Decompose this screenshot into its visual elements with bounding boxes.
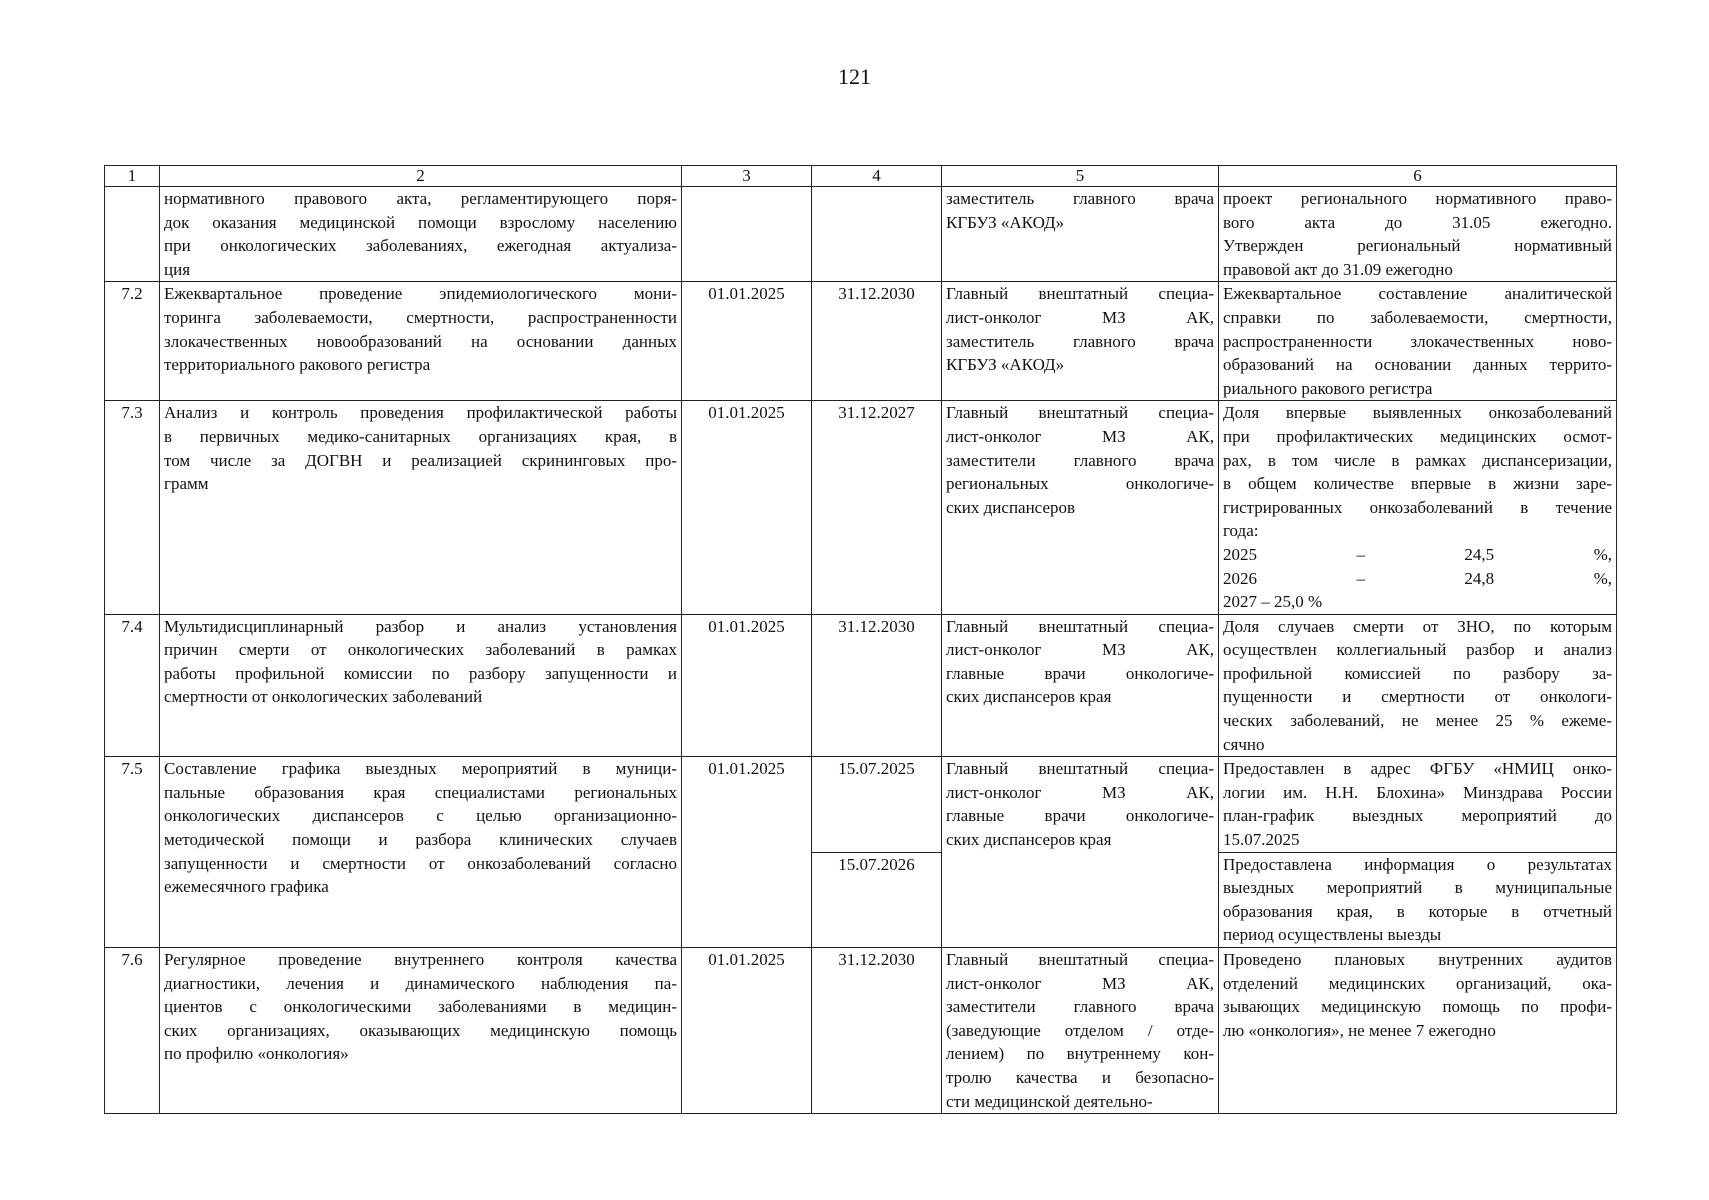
result-cell [1219, 852, 1617, 947]
result-cell [1219, 614, 1617, 757]
text-line: период осуществлены выезды [1223, 925, 1442, 945]
table-row-continuation [105, 187, 1617, 282]
text-line: при профилактических медицинских осмот- [1223, 426, 1612, 446]
text-line: 15.07.2025 [1223, 830, 1300, 850]
col-header-2: 2 [160, 166, 682, 187]
text-line: ских диспансеров края [946, 687, 1112, 707]
text-line: пальные образования края специалистами региональных [164, 782, 677, 802]
text-line: Доля случаев смерти от ЗНО, по которым [1223, 616, 1612, 636]
text-line: лист-онколог МЗ АК, [946, 426, 1214, 446]
text-line: образования края, в которые в отчетный [1223, 901, 1612, 921]
row-number-cell: 7.6 [105, 948, 160, 1114]
start-date-cell: 01.01.2025 [682, 401, 812, 614]
measures-table [104, 165, 1617, 1114]
text-line: ежемесячного графика [164, 877, 329, 897]
text-line: лист-онколог МЗ АК, [946, 307, 1214, 327]
text-line: нормативного правового акта, регламентирующего поря- [164, 189, 677, 208]
result-cell [1219, 401, 1617, 614]
text-line: грамм [164, 474, 209, 494]
text-line: вого акта до 31.05 ежегодно. [1223, 212, 1612, 232]
text-line: выездных мероприятий в муниципальные [1223, 878, 1612, 898]
text-line: заместители главного врача [946, 997, 1214, 1017]
text-line: ческих заболеваний, не менее 25 % ежеме- [1223, 711, 1612, 731]
text-line: торинга заболеваемости, смертности, распространенности [164, 307, 677, 327]
text-line: циентов с онкологическими заболеваниями в медицин- [164, 997, 677, 1017]
text-line: в общем количестве впервые в жизни заре- [1223, 474, 1612, 494]
executor-cell [942, 757, 1219, 948]
executor-cell [942, 614, 1219, 757]
row-number-cell [105, 187, 160, 282]
text-line: лист-онколог МЗ АК, [946, 782, 1214, 802]
text-line: Главный внештатный специа- [946, 284, 1214, 304]
text-line: диагностики, лечения и динамического наблюдения па- [164, 973, 677, 993]
table-row-7-6 [105, 948, 1617, 1114]
col-header-1: 1 [105, 166, 160, 187]
text-line: ских организациях, оказывающих медицинскую помощь [164, 1020, 677, 1040]
measure-cell [160, 757, 682, 948]
row-number-cell: 7.3 [105, 401, 160, 614]
end-date-cell: 31.12.2027 [812, 401, 942, 614]
executor-cell [942, 187, 1219, 282]
text-line: Главный внештатный специа- [946, 950, 1214, 969]
measure-cell [160, 614, 682, 757]
text-line: профильной комиссией по разбору за- [1223, 663, 1612, 683]
table-row-7-3 [105, 401, 1617, 614]
text-line: зывающих медицинскую помощь по профи- [1223, 997, 1612, 1017]
row-number-cell: 7.2 [105, 282, 160, 401]
text-line: тролю качества и безопасно- [946, 1067, 1214, 1087]
start-date-cell: 01.01.2025 [682, 614, 812, 757]
row-number-cell: 7.5 [105, 757, 160, 948]
text-line: региональных онкологиче- [946, 474, 1214, 494]
text-line: причин смерти от онкологических заболеваний в рамках [164, 640, 677, 660]
text-line: запущенности и смертности от онкозаболеваний согласно [164, 853, 677, 873]
text-line: Регулярное проведение внутреннего контроля качества [164, 950, 677, 969]
text-line: ских диспансеров края [946, 830, 1112, 850]
row-number-cell: 7.4 [105, 614, 160, 757]
text-line: Главный внештатный специа- [946, 403, 1214, 423]
executor-cell [942, 948, 1219, 1114]
result-cell [1219, 187, 1617, 282]
text-line: риального ракового регистра [1223, 378, 1433, 398]
result-cell [1219, 948, 1617, 1114]
text-line: проект регионального нормативного право- [1223, 189, 1612, 208]
start-date-cell [682, 187, 812, 282]
table-row-7-5 [105, 757, 1617, 852]
text-line: ция [164, 259, 191, 279]
measure-cell [160, 187, 682, 282]
col-header-5: 5 [942, 166, 1219, 187]
text-line: пущенности и смертности от онкологи- [1223, 687, 1612, 707]
end-date-cell: 31.12.2030 [812, 948, 942, 1114]
text-line: лист-онколог МЗ АК, [946, 973, 1214, 993]
text-line: смертности от онкологических заболеваний [164, 687, 483, 707]
text-line: образований на основании данных террито- [1223, 355, 1612, 375]
text-line: главные врачи онкологиче- [946, 806, 1214, 826]
table-row-7-2 [105, 282, 1617, 401]
header-row [105, 166, 1617, 187]
text-line: заместители главного врача [946, 450, 1214, 470]
page-number: 121 [838, 64, 871, 89]
text-line: по профилю «онкология» [164, 1044, 349, 1064]
start-date-cell: 01.01.2025 [682, 948, 812, 1114]
text-line: работы профильной комиссии по разбору запущенности и [164, 663, 677, 683]
result-cell [1219, 282, 1617, 401]
text-line: план-график выездных мероприятий до [1223, 806, 1612, 826]
text-line: лист-онколог МЗ АК, [946, 640, 1214, 660]
text-line: главные врачи онкологиче- [946, 663, 1214, 683]
text-line: отделений медицинских организаций, ока- [1223, 973, 1612, 993]
end-date-cell [812, 187, 942, 282]
col-header-6: 6 [1219, 166, 1617, 187]
col-header-3: 3 [682, 166, 812, 187]
text-line: года: [1223, 521, 1259, 541]
start-date-cell: 01.01.2025 [682, 282, 812, 401]
text-line: методической помощи и разбора клинических случаев [164, 830, 677, 850]
text-line: сти медицинской деятельно- [946, 1091, 1153, 1111]
text-line: 2027 – 25,0 % [1223, 592, 1323, 612]
text-line: Доля впервые выявленных онкозаболеваний [1223, 403, 1612, 423]
measure-cell [160, 401, 682, 614]
text-line: док оказания медицинской помощи взрослому населению [164, 212, 677, 232]
text-line: Утвержден региональный нормативный [1223, 236, 1612, 256]
text-line: Ежеквартальное составление аналитической [1223, 284, 1612, 304]
text-line: Главный внештатный специа- [946, 759, 1214, 779]
measure-cell [160, 948, 682, 1114]
text-line: Проведено плановых внутренних аудитов [1223, 950, 1612, 969]
text-line: Мультидисциплинарный разбор и анализ установления [164, 616, 677, 636]
text-line: справки по заболеваемости, смертности, [1223, 307, 1612, 327]
text-line: лением) по внутреннему кон- [946, 1044, 1214, 1064]
text-line: распространенности злокачественных ново- [1223, 331, 1612, 351]
text-line: при онкологических заболеваниях, ежегодная актуализа- [164, 236, 677, 256]
text-line: Анализ и контроль проведения профилактической работы [164, 403, 677, 423]
text-line: 2026 – 24,8 %, [1223, 568, 1612, 588]
text-line: Ежеквартальное проведение эпидемиологического мони- [164, 284, 677, 304]
text-line: сячно [1223, 734, 1265, 754]
end-date-cell: 31.12.2030 [812, 614, 942, 757]
text-line: Главный внештатный специа- [946, 616, 1214, 636]
text-line: онкологических диспансеров с целью организационно- [164, 806, 677, 826]
executor-cell [942, 282, 1219, 401]
text-line: том числе за ДОГВН и реализацией скрининговых про- [164, 450, 677, 470]
text-line: Предоставлен в адрес ФГБУ «НМИЦ онко- [1223, 759, 1612, 779]
text-line: ских диспансеров [946, 497, 1076, 517]
text-line: правовой акт до 31.09 ежегодно [1223, 259, 1453, 279]
table-row-7-4 [105, 614, 1617, 757]
text-line: КГБУЗ «АКОД» [946, 212, 1065, 232]
text-line: гистрированных онкозаболеваний в течение [1223, 497, 1612, 517]
col-header-4: 4 [812, 166, 942, 187]
text-line: заместитель главного врача [946, 331, 1214, 351]
end-date-cell: 15.07.2025 [812, 757, 942, 852]
text-line: Предоставлена информация о результатах [1223, 854, 1612, 874]
text-line: (заведующие отделом / отде- [946, 1020, 1214, 1040]
text-line: осуществлен коллегиальный разбор и анализ [1223, 640, 1612, 660]
executor-cell [942, 401, 1219, 614]
text-line: злокачественных новообразований на основании данных [164, 331, 677, 351]
end-date-cell: 15.07.2026 [812, 852, 942, 947]
text-line: КГБУЗ «АКОД» [946, 355, 1065, 375]
result-cell [1219, 757, 1617, 852]
measure-cell [160, 282, 682, 401]
text-line: рах, в том числе в рамках диспансеризации, [1223, 450, 1612, 470]
text-line: лю «онкология», не менее 7 ежегодно [1223, 1020, 1496, 1040]
text-line: 2025 – 24,5 %, [1223, 544, 1612, 564]
start-date-cell: 01.01.2025 [682, 757, 812, 948]
text-line: логии им. Н.Н. Блохина» Минздрава России [1223, 782, 1612, 802]
end-date-cell: 31.12.2030 [812, 282, 942, 401]
text-line: Составление графика выездных мероприятий в муници- [164, 759, 677, 779]
text-line: территориального ракового регистра [164, 355, 431, 375]
text-line: в первичных медико-санитарных организациях края, в [164, 426, 677, 446]
text-line: заместитель главного врача [946, 189, 1214, 208]
